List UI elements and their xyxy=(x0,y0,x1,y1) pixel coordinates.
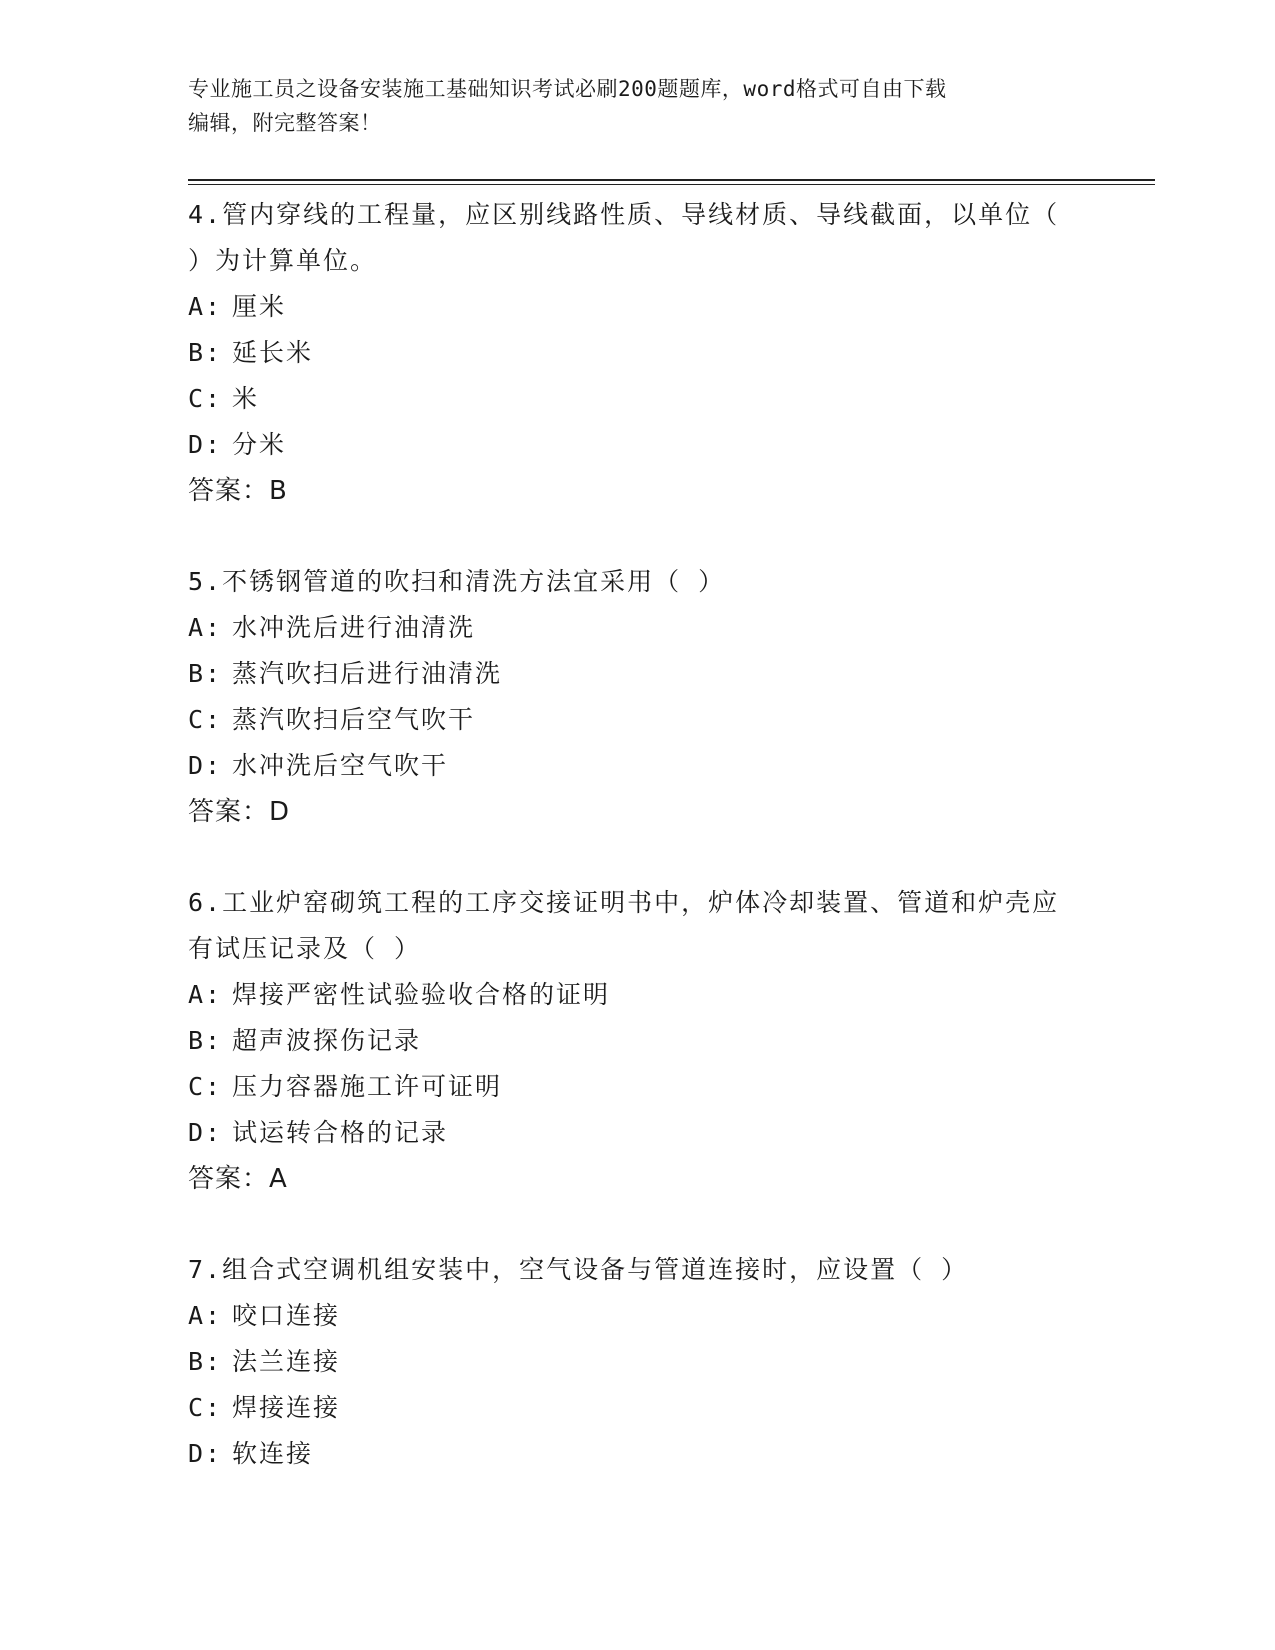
answer-line xyxy=(188,789,1068,835)
question-7 xyxy=(188,1247,1068,1477)
option-label: D: xyxy=(188,751,223,780)
answer-label: 答案： xyxy=(188,797,270,827)
question-number: 5. xyxy=(188,567,223,596)
option-text: 超声波探伤记录 xyxy=(232,1026,422,1055)
answer-value: D xyxy=(269,797,291,827)
option-b xyxy=(188,1339,1068,1385)
option-d xyxy=(188,1431,1068,1477)
option-text: 压力容器施工许可证明 xyxy=(232,1072,503,1101)
header-divider-thin xyxy=(188,184,1155,185)
question-6 xyxy=(188,880,1068,1202)
option-label: C: xyxy=(188,705,223,734)
question-text xyxy=(188,559,1068,605)
option-text: 咬口连接 xyxy=(232,1301,341,1330)
option-text: 米 xyxy=(232,384,260,413)
option-text: 厘米 xyxy=(232,292,287,321)
header-line-1: 专业施工员之设备安装施工基础知识考试必刷200题题库，word格式可自由下载 xyxy=(188,77,947,101)
question-text xyxy=(188,880,1068,972)
option-label: C: xyxy=(188,1072,223,1101)
answer-value: A xyxy=(269,1164,288,1194)
option-c xyxy=(188,1385,1068,1431)
question-number: 7. xyxy=(188,1255,223,1284)
answer-label: 答案： xyxy=(188,1164,270,1194)
option-c xyxy=(188,1064,1068,1110)
option-text: 软连接 xyxy=(232,1439,314,1468)
header-line-2: 编辑，附完整答案！ xyxy=(188,111,382,135)
option-text: 焊接严密性试验验收合格的证明 xyxy=(232,980,611,1009)
question-text xyxy=(188,1247,1068,1293)
option-text: 水冲洗后进行油清洗 xyxy=(232,613,476,642)
option-label: B: xyxy=(188,1347,223,1376)
option-label: D: xyxy=(188,1118,223,1147)
option-label: B: xyxy=(188,1026,223,1055)
option-label: A: xyxy=(188,980,223,1009)
option-label: A: xyxy=(188,292,223,321)
option-text: 水冲洗后空气吹干 xyxy=(232,751,449,780)
option-label: B: xyxy=(188,338,223,367)
question-stem: 管内穿线的工程量，应区别线路性质、导线材质、导线截面，以单位（ ）为计算单位。 xyxy=(188,200,1060,275)
question-number: 4. xyxy=(188,200,223,229)
option-text: 焊接连接 xyxy=(232,1393,341,1422)
option-d xyxy=(188,1110,1068,1156)
option-d xyxy=(188,743,1068,789)
question-list xyxy=(188,192,1068,1522)
question-5 xyxy=(188,559,1068,835)
document-header xyxy=(188,72,1068,140)
question-stem: 工业炉窑砌筑工程的工序交接证明书中，炉体冷却装置、管道和炉壳应有试压记录及（ ） xyxy=(188,888,1060,963)
question-4 xyxy=(188,192,1068,514)
question-number: 6. xyxy=(188,888,223,917)
option-b xyxy=(188,330,1068,376)
option-text: 蒸汽吹扫后进行油清洗 xyxy=(232,659,503,688)
option-d xyxy=(188,422,1068,468)
option-text: 试运转合格的记录 xyxy=(232,1118,449,1147)
option-c xyxy=(188,376,1068,422)
answer-label: 答案： xyxy=(188,476,270,506)
option-label: C: xyxy=(188,384,223,413)
answer-line xyxy=(188,1156,1068,1202)
header-divider-thick xyxy=(188,179,1155,181)
question-stem: 不锈钢管道的吹扫和清洗方法宜采用（ ） xyxy=(222,567,726,596)
option-text: 分米 xyxy=(232,430,287,459)
option-label: B: xyxy=(188,659,223,688)
option-label: A: xyxy=(188,1301,223,1330)
option-b xyxy=(188,651,1068,697)
question-stem: 组合式空调机组安装中，空气设备与管道连接时，应设置（ ） xyxy=(222,1255,969,1284)
answer-value: B xyxy=(269,476,288,506)
option-label: D: xyxy=(188,1439,223,1468)
option-text: 法兰连接 xyxy=(232,1347,341,1376)
option-label: D: xyxy=(188,430,223,459)
option-b xyxy=(188,1018,1068,1064)
option-a xyxy=(188,972,1068,1018)
option-c xyxy=(188,697,1068,743)
option-a xyxy=(188,1293,1068,1339)
option-text: 延长米 xyxy=(232,338,314,367)
option-text: 蒸汽吹扫后空气吹干 xyxy=(232,705,476,734)
option-label: C: xyxy=(188,1393,223,1422)
option-a xyxy=(188,284,1068,330)
answer-line xyxy=(188,468,1068,514)
question-text xyxy=(188,192,1068,284)
option-label: A: xyxy=(188,613,223,642)
option-a xyxy=(188,605,1068,651)
